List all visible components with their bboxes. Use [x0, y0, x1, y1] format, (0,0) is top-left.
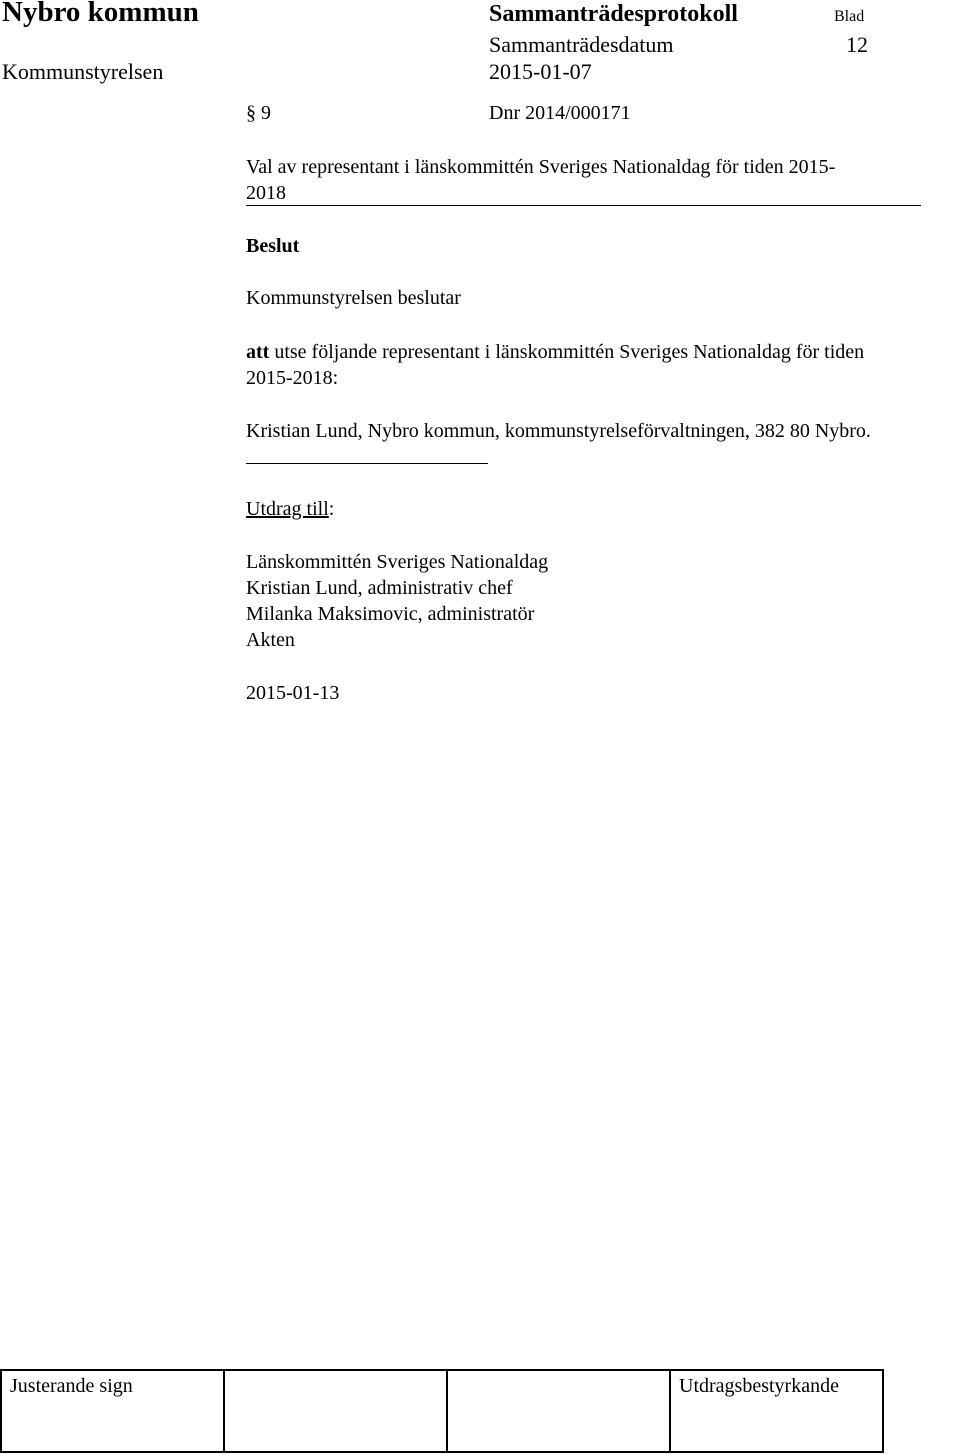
representative-line: Kristian Lund, Nybro kommun, kommunstyrelseförvaltningen, 382 80 Nybro.	[246, 420, 871, 442]
att-keyword: att	[246, 341, 270, 363]
decision-att-line2: 2015-2018:	[246, 367, 339, 389]
committee-name: Kommunstyrelsen	[2, 59, 164, 84]
utdragsbestyrkande-label: Utdragsbestyrkande	[679, 1375, 839, 1397]
meeting-date-label: Sammanträdesdatum	[489, 32, 674, 57]
signature-cell	[224, 1370, 447, 1452]
recipient-item: Akten	[246, 629, 295, 651]
decision-att-line1	[246, 339, 864, 365]
section-divider	[246, 463, 488, 464]
meeting-date: 2015-01-07	[489, 59, 592, 84]
extract-label-colon: :	[328, 498, 335, 520]
decision-heading: Beslut	[246, 235, 300, 257]
paragraph-number	[246, 100, 271, 126]
att-text: utse följande representant i länskommittén Sveriges Nationaldag för tiden	[269, 341, 865, 363]
justerande-sign-label: Justerande sign	[10, 1375, 133, 1397]
extract-date: 2015-01-13	[246, 682, 340, 704]
extract-label-text: Utdrag till	[246, 498, 329, 520]
recipient-item: Länskommittén Sveriges Nationaldag	[246, 551, 549, 573]
utdragsbestyrkande-cell	[670, 1370, 883, 1452]
justerande-sign-cell	[1, 1370, 224, 1452]
section-symbol: §	[246, 102, 256, 124]
item-title-line1: Val av representant i länskommittén Sveriges Nationaldag för tiden 2015-	[246, 156, 836, 178]
signature-table	[0, 1369, 884, 1453]
municipality-name: Nybro kommun	[2, 0, 199, 28]
signature-cell	[447, 1370, 670, 1452]
recipient-item: Milanka Maksimovic, administratör	[246, 603, 535, 625]
recipient-item: Kristian Lund, administrativ chef	[246, 577, 513, 599]
diary-number: Dnr 2014/000171	[489, 102, 631, 124]
document-type: Sammanträdesprotokoll	[489, 1, 738, 27]
section-number: 9	[261, 102, 271, 124]
title-underline	[246, 205, 921, 206]
item-title-line2: 2018	[246, 182, 286, 204]
page-number: 12	[846, 32, 868, 57]
blad-label: Blad	[834, 8, 865, 25]
extract-label	[246, 496, 334, 522]
decision-intro: Kommunstyrelsen beslutar	[246, 287, 461, 309]
